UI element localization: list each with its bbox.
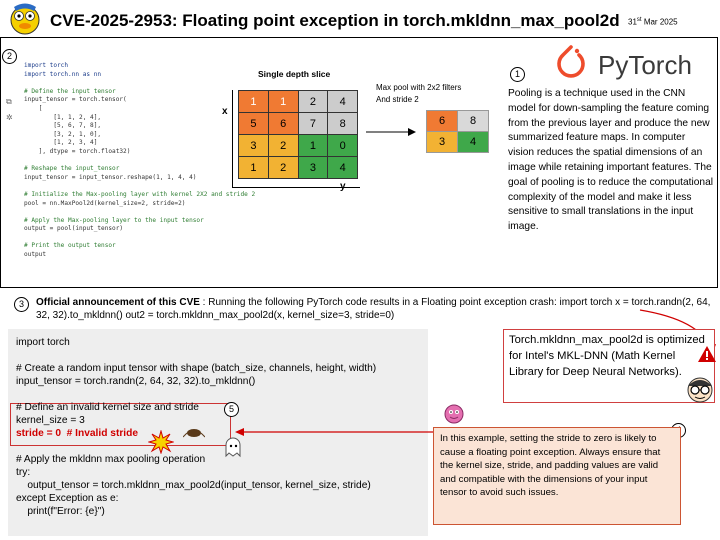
grid-row xyxy=(239,135,358,157)
code-line: # Apply the Max-pooling layer to the input tensor xyxy=(24,216,204,224)
date-label: 31st Mar 2025 xyxy=(628,17,678,27)
code-line: output = pool(input_tensor) xyxy=(24,225,124,233)
settings-icon[interactable]: ✲ xyxy=(6,113,13,122)
exploit-code: import torch # Create a random input tensor with shape (batch_size, channels, height, width) input_tensor = torch.randn(2, 64, 32, 32).to_mkldnn() # Define an invalid kernel size and stride kernel_size = 3 stride = 0 # Invalid stride # Apply the mkldnn max pooling operation try: output_tensor = torch.mkldnn_max_pool2d(input_tensor, kernel_size, stride) except Exception as e: print(f"Error: {e}") xyxy=(16,337,377,517)
grid-cell: 2 xyxy=(268,157,298,179)
x-axis-label: x xyxy=(222,106,228,117)
grid-cell: 6 xyxy=(268,113,298,135)
code-line: [ xyxy=(24,104,43,112)
grid-row xyxy=(239,113,358,135)
code-line: [1, 2, 3, 4] xyxy=(24,139,98,147)
pooling-description: Pooling is a technique used in the CNN model for down-sampling the feature coming from the previous layer and produce the new summarized feature maps. In computer vision reduces the spatial dimensions of an image while retaining important features. The goal of pooling is to reduce the computational complexity of the model and make it less sensitive to small translations in the input image. xyxy=(508,88,714,233)
maxpool-result-grid xyxy=(426,110,489,153)
code-line: [5, 6, 7, 8], xyxy=(24,122,102,130)
input-slice-grid xyxy=(238,90,358,179)
grid-cell: 5 xyxy=(239,113,269,135)
grid-cell: 0 xyxy=(328,135,358,157)
code-line: # Print the output tensor xyxy=(24,242,116,250)
grid-cell: 1 xyxy=(239,157,269,179)
grid-cell: 4 xyxy=(328,157,358,179)
marker-3: 3 xyxy=(14,297,29,312)
arrow-right-icon xyxy=(364,125,418,139)
tip-text: In this example, setting the stride to zero is likely to cause a floating point exception. Always ensure that the kernel size, stride, and padding values are valid and compatible with the dimensions of your input tensor to avoid such issues. xyxy=(440,433,661,499)
code-line: ], dtype = torch.float32) xyxy=(24,147,131,155)
mkl-note: Torch.mkldnn_max_pool2d is optimized for Intel's MKL-DNN (Math Kernel Library for Deep Neural Networks). xyxy=(509,334,705,378)
bug-icon xyxy=(183,425,205,439)
cve-announcement: Official announcement of this CVE : Running the following PyTorch code results in a Floating point exception crash: import torch x = torch.randn(2, 64, 32, 32).to_mkldnn() out2 = torch.mkldnn_max_pool2d(x, kernel_size=3, stride=0) xyxy=(36,297,711,321)
grid-cell: 8 xyxy=(328,113,358,135)
marker-2: 2 xyxy=(2,49,17,64)
copy-icon[interactable]: ⧉ xyxy=(6,97,12,106)
code-line xyxy=(24,79,255,88)
grid-cell: 2 xyxy=(298,91,328,113)
code-line xyxy=(24,208,255,217)
warning-icon xyxy=(697,345,717,363)
grid-cell: 4 xyxy=(328,91,358,113)
marker-1: 1 xyxy=(510,67,525,82)
grid-cell: 1 xyxy=(298,135,328,157)
grid-cell: 8 xyxy=(458,111,489,132)
x-axis-line xyxy=(232,90,233,188)
marker-5: 5 xyxy=(224,402,239,417)
code-line xyxy=(24,157,255,166)
code-line: pool = nn.MaxPool2d(kernel_size=2, stride=2) xyxy=(24,199,186,207)
y-axis-label: y xyxy=(340,181,346,192)
code-line: # Reshape the input_tensor xyxy=(24,165,120,173)
grid-row xyxy=(427,132,489,153)
code-line: import torch xyxy=(24,62,69,69)
grid-cell: 3 xyxy=(298,157,328,179)
virus-monster-icon xyxy=(440,401,468,427)
grid-cell: 3 xyxy=(239,135,269,157)
maxpool-title: Max pool with 2x2 filters And stride 2 xyxy=(376,83,462,104)
code-line: input_tensor = torch.tensor( xyxy=(24,96,127,104)
grid-cell: 1 xyxy=(268,91,298,113)
grid-row xyxy=(427,111,489,132)
code-line: output xyxy=(24,251,47,259)
grid-row xyxy=(239,157,358,179)
pooling-code-snippet xyxy=(24,62,255,260)
page-title: CVE-2025-2953: Floating point exception in torch.mkldnn_max_pool2d xyxy=(50,11,620,30)
code-line: input_tensor = input_tensor.reshape(1, 1, 4, 4) xyxy=(24,173,197,181)
code-line xyxy=(24,182,255,191)
grid-cell: 3 xyxy=(427,132,458,153)
grid-row xyxy=(239,91,358,113)
slice-title: Single depth slice xyxy=(258,69,331,79)
grid-cell: 1 xyxy=(239,91,269,113)
nerd-avatar-icon xyxy=(683,374,717,404)
code-line xyxy=(24,234,255,243)
code-line: [3, 2, 1, 0], xyxy=(24,130,102,138)
grid-cell: 7 xyxy=(298,113,328,135)
grid-cell: 4 xyxy=(458,132,489,153)
code-line: [1, 1, 2, 4], xyxy=(24,113,102,121)
grid-cell: 2 xyxy=(268,135,298,157)
explosion-icon xyxy=(148,430,174,454)
code-line: # Define the input tensor xyxy=(24,87,116,95)
code-toolbar xyxy=(6,94,13,126)
code-line: # Initialize the Max-pooling layer with kernel 2X2 and stride 2 xyxy=(24,190,256,198)
grid-cell: 6 xyxy=(427,111,458,132)
duck-mascot-icon xyxy=(6,2,44,36)
pytorch-flame-icon xyxy=(554,43,588,85)
pytorch-wordmark: PyTorch xyxy=(598,50,692,80)
code-line: import torch.nn as nn xyxy=(24,70,102,78)
